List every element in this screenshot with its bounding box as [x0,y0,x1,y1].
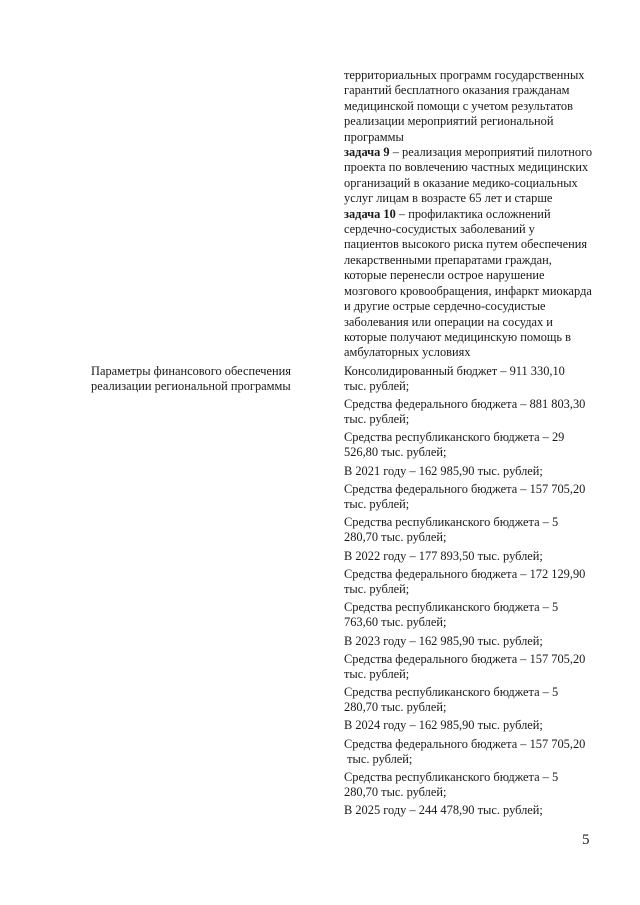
fin-line: Средства федерального бюджета – 157 705,20 [344,652,586,667]
fin-line: В 2025 году – 244 478,90 тыс. рублей; [344,803,543,818]
tasks-text-block [344,68,614,361]
text-line: проекта по вовлечению частных медицинских [344,160,589,175]
text-line: лекарственными препаратами граждан, [344,252,552,267]
fin-line: 280,70 тыс. рублей; [344,529,447,544]
fin-line: Средства республиканского бюджета – 29 [344,430,565,445]
text-line: и другие острые сердечно-сосудистые [344,299,546,314]
text-line: которые получают медицинскую помощь в [344,329,572,344]
financing-parameters-label [91,364,321,395]
fin-line: Средства республиканского бюджета – 5 [344,770,559,785]
text-line: которые перенесли острое нарушение [344,268,545,283]
text-line: медицинской помощи с учетом результатов [344,98,573,113]
fin-line: тыс. рублей; [344,666,410,681]
fin-line: Средства республиканского бюджета – 5 [344,600,559,615]
text-line: мозгового кровообращения, инфаркт миокарда [344,283,592,298]
fin-line: тыс. рублей; [344,496,410,511]
text-line: сердечно-сосудистых заболеваний у [344,222,535,237]
fin-line: В 2022 году – 177 893,50 тыс. рублей; [344,548,543,563]
fin-line: 280,70 тыс. рублей; [344,699,447,714]
text-line: организаций в оказание медико-социальных [344,175,578,190]
task-9-line [344,145,614,160]
fin-line: тыс. рублей; [344,581,410,596]
fin-line: В 2023 году – 162 985,90 тыс. рублей; [344,633,543,648]
fin-line: В 2021 году – 162 985,90 тыс. рублей; [344,463,543,478]
fin-line: В 2024 году – 162 985,90 тыс. рублей; [344,718,543,733]
fin-line: Средства федерального бюджета – 172 129,90 [344,567,586,582]
financing-details-block [344,364,614,818]
fin-line: Средства республиканского бюджета – 5 [344,515,559,530]
fin-line: Консолидированный бюджет – 911 330,10 [344,364,565,378]
text-line: программы [344,129,404,144]
fin-line: тыс. рублей; [344,751,413,766]
fin-line: 763,60 тыс. рублей; [344,614,447,629]
page-number: 5 [582,832,590,848]
fin-line: тыс. рублей; [344,378,410,393]
task-10-text: – профилактика осложнений [395,206,551,221]
fin-line: Средства федерального бюджета – 881 803,30 [344,397,586,412]
label-line: реализации региональной программы [91,379,291,394]
text-line: реализации мероприятий региональной [344,114,554,129]
fin-line: тыс. рублей; [344,411,410,426]
fin-line: Средства федерального бюджета – 157 705,20 [344,737,586,752]
text-line: заболевания или операции на сосудах и [344,314,553,329]
task-10-label: задача 10 [344,206,396,221]
label-line: Параметры финансового обеспечения [91,364,291,378]
text-line: услуг лицам в возрасте 65 лет и старше [344,191,553,206]
task-9-label: задача 9 [344,145,390,160]
text-line: территориальных программ государственных [344,68,585,82]
fin-line: Средства республиканского бюджета – 5 [344,685,559,700]
text-line: амбулаторных условиях [344,345,471,360]
text-line: гарантий бесплатного оказания гражданам [344,83,570,98]
task-9-text: – реализация мероприятий пилотного [389,145,593,160]
fin-line: 526,80 тыс. рублей; [344,444,447,459]
task-10-line [344,207,614,222]
text-line: пациентов высокого риска путем обеспечения [344,237,588,252]
fin-line: 280,70 тыс. рублей; [344,784,447,799]
fin-line: Средства федерального бюджета – 157 705,20 [344,482,586,497]
